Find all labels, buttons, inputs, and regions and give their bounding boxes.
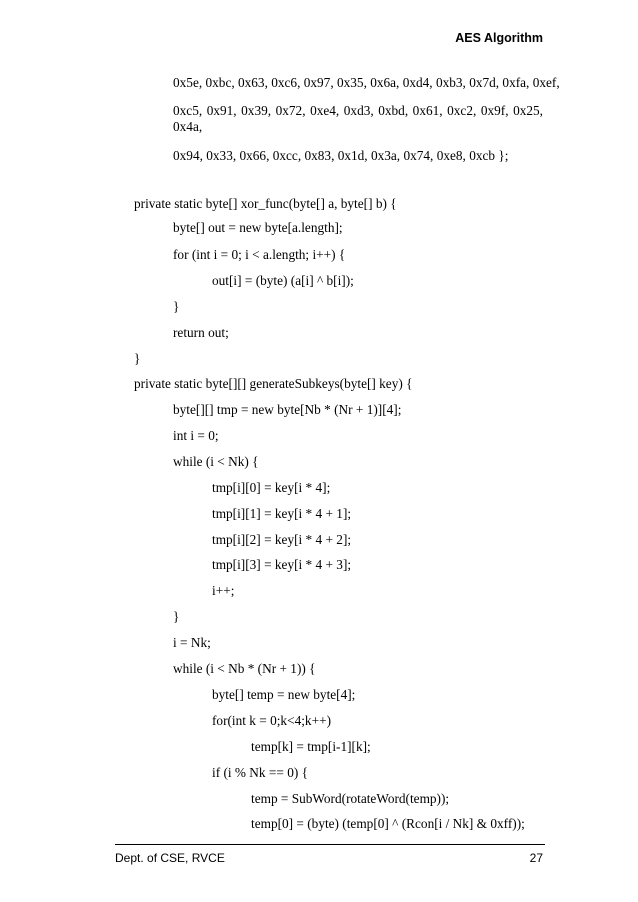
- code-line-gen-if: if (i % Nk == 0) {: [212, 765, 308, 780]
- code-line-gen-signature: private static byte[][] generateSubkeys(byte[] key) {: [134, 376, 413, 391]
- code-line-gen-tmp: byte[][] tmp = new byte[Nb * (Nr + 1)][4];: [173, 402, 402, 417]
- code-line-sbox-3: 0x94, 0x33, 0x66, 0xcc, 0x83, 0x1d, 0x3a, 0x74, 0xe8, 0xcb };: [173, 148, 509, 163]
- code-line-sbox-1: 0x5e, 0xbc, 0x63, 0xc6, 0x97, 0x35, 0x6a, 0xd4, 0xb3, 0x7d, 0xfa, 0xef,: [173, 75, 560, 90]
- code-line-gen-t1: tmp[i][1] = key[i * 4 + 1];: [212, 506, 352, 521]
- code-line-gen-t3: tmp[i][3] = key[i * 4 + 3];: [212, 557, 352, 572]
- code-line-xor-for: for (int i = 0; i < a.length; i++) {: [173, 247, 346, 262]
- code-line-gen-temp-k: temp[k] = tmp[i-1][k];: [251, 739, 371, 754]
- code-line-gen-while2: while (i < Nb * (Nr + 1)) {: [173, 661, 316, 676]
- code-line-gen-for: for(int k = 0;k<4;k++): [212, 713, 331, 728]
- running-header-title: AES Algorithm: [455, 31, 543, 45]
- code-line-xor-body: out[i] = (byte) (a[i] ^ b[i]);: [212, 273, 354, 288]
- code-line-sbox-2: 0xc5, 0x91, 0x39, 0x72, 0xe4, 0xd3, 0xbd, 0x61, 0xc2, 0x9f, 0x25,: [173, 103, 543, 118]
- footer-divider: [115, 844, 545, 845]
- code-line-gen-subword: temp = SubWord(rotateWord(temp));: [251, 791, 450, 806]
- code-line-sbox-2b: 0x4a,: [173, 119, 203, 134]
- code-line-xor-signature: private static byte[] xor_func(byte[] a, byte[] b) {: [134, 196, 397, 211]
- code-line-xor-close: }: [134, 351, 141, 366]
- code-line-xor-return: return out;: [173, 325, 229, 340]
- code-line-gen-t0: tmp[i][0] = key[i * 4];: [212, 480, 331, 495]
- footer-department: Dept. of CSE, RVCE: [115, 851, 225, 865]
- code-line-gen-rcon: temp[0] = (byte) (temp[0] ^ (Rcon[i / Nk] & 0xff));: [251, 816, 525, 831]
- code-line-xor-close-for: }: [173, 299, 180, 314]
- code-line-gen-temp: byte[] temp = new byte[4];: [212, 687, 356, 702]
- code-line-gen-inc: i++;: [212, 583, 235, 598]
- code-line-gen-close-while1: }: [173, 609, 180, 624]
- footer-page-number: 27: [529, 851, 543, 865]
- code-line-gen-t2: tmp[i][2] = key[i * 4 + 2];: [212, 532, 352, 547]
- code-line-xor-out: byte[] out = new byte[a.length];: [173, 220, 343, 235]
- code-line-gen-i-nk: i = Nk;: [173, 635, 211, 650]
- code-line-gen-while1: while (i < Nk) {: [173, 454, 259, 469]
- code-line-gen-i: int i = 0;: [173, 428, 219, 443]
